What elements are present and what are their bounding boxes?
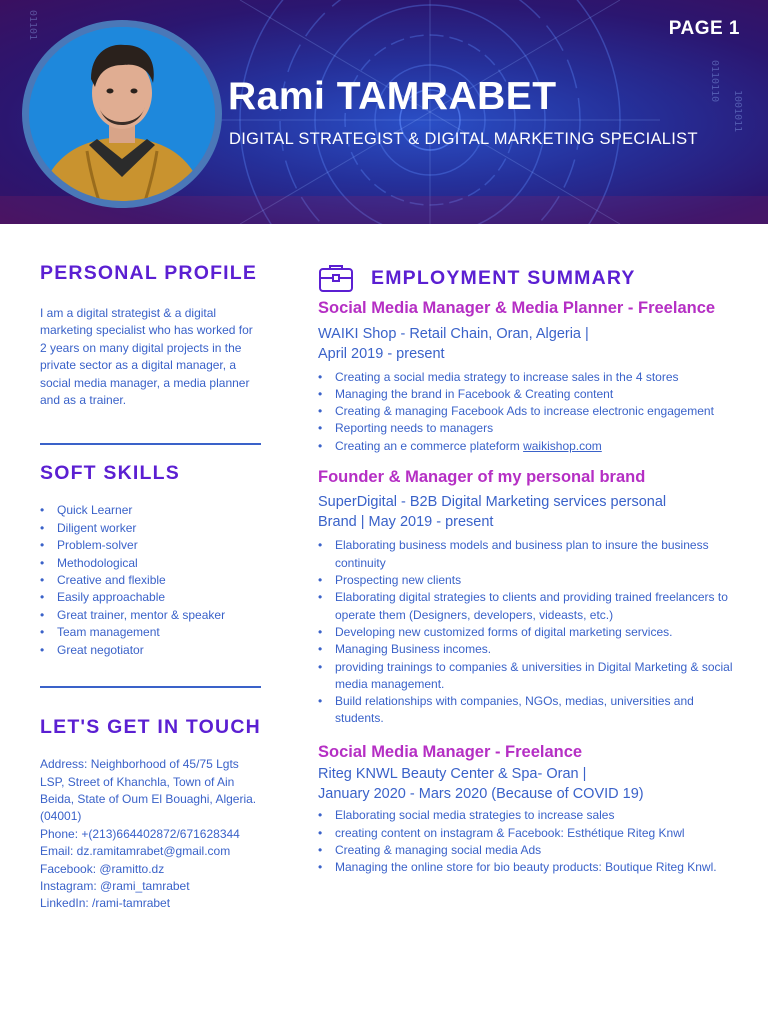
contact-instagram[interactable]: Instagram: @rami_tamrabet: [40, 878, 190, 893]
section-divider: [40, 686, 261, 688]
left-column: [40, 262, 262, 913]
job-title: Social Media Manager & Media Planner - Freelance: [318, 299, 716, 317]
candidate-name: Rami TAMRABET: [228, 75, 557, 118]
list-item: [318, 438, 738, 455]
list-item: • Problem-solver: [40, 537, 262, 554]
job-organization: WAIKI Shop - Retail Chain, Oran, Algeria |: [318, 325, 589, 342]
list-item: • Diligent worker: [40, 520, 262, 537]
job-duties-list: [318, 537, 738, 727]
job-dates: Brand | May 2019 - present: [318, 514, 494, 531]
job-organization: Riteg KNWL Beauty Center & Spa- Oran |: [318, 766, 587, 783]
list-item: • providing trainings to companies & universities in Digital Marketing & social media management.: [318, 659, 738, 694]
header-banner: [0, 0, 768, 224]
contact-linkedin[interactable]: LinkedIn: /rami-tamrabet: [40, 896, 171, 911]
list-item: • Creative and flexible: [40, 572, 262, 589]
list-item: • Quick Learner: [40, 502, 262, 519]
page-number: PAGE 1: [668, 18, 740, 39]
list-item: • Creating & managing Facebook Ads to increase electronic engagement: [318, 403, 738, 420]
soft-skills-heading: SOFT SKILLS: [40, 462, 180, 485]
list-item: • Build relationships with companies, NGOs, medias, universities and students.: [318, 693, 738, 728]
employment-heading-row: [318, 262, 738, 294]
job-title: Founder & Manager of my personal brand: [318, 467, 646, 486]
list-item: • Creating & managing social media Ads: [318, 842, 738, 859]
job-title: Social Media Manager - Freelance: [318, 742, 583, 761]
waikishop-link[interactable]: waikishop.com: [523, 438, 602, 453]
employment-heading: EMPLOYMENT SUMMARY: [371, 266, 636, 289]
svg-text:1001011: 1001011: [732, 90, 743, 133]
list-item-text: Creating an e commerce plateform: [335, 438, 524, 453]
job-dates: January 2020 - Mars 2020 (Because of COVID 19): [318, 786, 644, 803]
contact-phone: Phone: +(213)664402872/671628344: [40, 826, 240, 841]
job-organization: SuperDigital - B2B Digital Marketing services personal: [318, 494, 667, 511]
list-item: • Developing new customized forms of digital marketing services.: [318, 624, 738, 641]
svg-text:01101: 01101: [27, 10, 38, 41]
briefcase-icon: [318, 263, 354, 293]
list-item: • Managing the brand in Facebook & Creating content: [318, 386, 738, 403]
contact-email[interactable]: Email: dz.ramitamrabet@gmail.com: [40, 844, 231, 859]
job-dates: April 2019 - present: [318, 345, 445, 362]
job-entry: [318, 465, 738, 728]
job-entry: [318, 296, 738, 455]
job-duties-list: [318, 369, 738, 455]
list-item: • Elaborating social media strategies to increase sales: [318, 807, 738, 824]
list-item: • Great negotiator: [40, 642, 262, 659]
person-portrait-image: [29, 27, 215, 201]
list-item: • Methodological: [40, 555, 262, 572]
personal-profile-text: I am a digital strategist & a digital marketing specialist who has worked for 2 years on many digital projects in the private sector as a digital manager, a social media manager, a media planner and as a trainer.: [40, 306, 253, 408]
section-divider: [40, 443, 261, 445]
list-item: • Managing the online store for bio beauty products: Boutique Riteg Knwl.: [318, 859, 738, 876]
list-item: • creating content on instagram & Facebook: Esthétique Riteg Knwl: [318, 825, 738, 842]
list-item: • Elaborating digital strategies to clients and providing trained freelancers to operate them (Designers, developers, videasts, etc.): [318, 589, 738, 624]
list-item: • Prospecting new clients: [318, 572, 738, 589]
contact-facebook[interactable]: Facebook: @ramitto.dz: [40, 861, 165, 876]
job-entry: [318, 740, 738, 877]
list-item: • Elaborating business models and business plan to insure the business continuity: [318, 537, 738, 572]
contact-address: Address: Neighborhood of 45/75 Lgts LSP, Street of Khanchla, Town of Ain Beida, State of Oum El Bouaghi, Algeria. (04001): [40, 757, 257, 824]
list-item: • Team management: [40, 624, 262, 641]
contact-details: [40, 756, 262, 913]
personal-profile-heading: PERSONAL PROFILE: [40, 262, 258, 284]
list-item: • Reporting needs to managers: [318, 420, 738, 437]
profile-photo: [29, 27, 215, 201]
contact-heading: LET'S GET IN TOUCH: [40, 716, 261, 739]
list-item: • Great trainer, mentor & speaker: [40, 607, 262, 624]
candidate-subtitle: DIGITAL STRATEGIST & DIGITAL MARKETING SPECIALIST: [229, 130, 698, 148]
job-duties-list: [318, 807, 738, 876]
right-column: [318, 262, 738, 876]
list-item: • Creating a social media strategy to increase sales in the 4 stores: [318, 369, 738, 386]
svg-text:0110110: 0110110: [709, 60, 720, 103]
profile-photo-frame: [22, 20, 222, 208]
soft-skills-list: [40, 502, 262, 659]
list-item: • Easily approachable: [40, 589, 262, 606]
list-item: • Managing Business incomes.: [318, 641, 738, 658]
